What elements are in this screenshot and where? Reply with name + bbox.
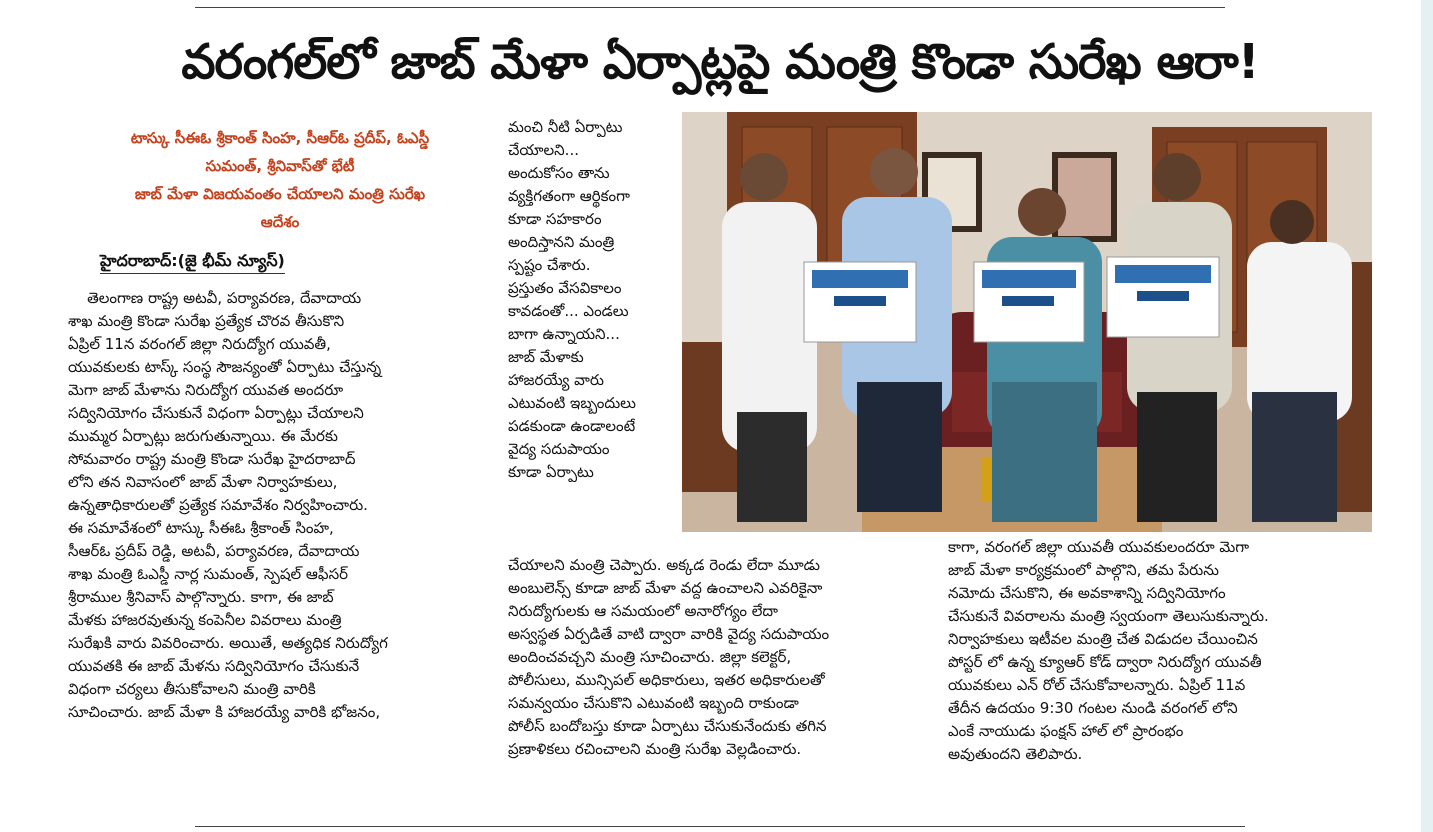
text-line: శాఖ మంత్రి కొండా సురేఖ ప్రత్యేక చొరవ తీసుకొని: [68, 312, 345, 330]
text-line: ఎంకే నాయుడు ఫంక్షన్ హాల్ లో ప్రారంభం: [948, 722, 1184, 740]
text-line: పోస్టర్ లో ఉన్న క్యూఆర్ కోడ్ ద్వారా నిరుద్యోగ యువతీ: [948, 653, 1262, 671]
text-line: చేయాలని మంత్రి చెప్పారు. అక్కడ రెండు లేదా మూడు: [508, 556, 820, 574]
text-line: కాగా, వరంగల్ జిల్లా యువతీ యువకులందరూ మెగా: [948, 538, 1250, 556]
text-line: చేయాలని...: [508, 141, 579, 159]
text-line: నిర్వాహకులు ఇటీవల మంత్రి చేత విడుదల చేయించిన: [948, 630, 1258, 648]
poster: [804, 262, 916, 342]
text-line: పోలీసులు, మున్సిపల్ అధికారులు, ఇతర అధికారులతో: [508, 671, 825, 689]
text-line: ఎటువంటి ఇబ్బందులు: [508, 394, 636, 412]
text-line: శ్రీరాముల శ్రీనివాస్ పాల్గొన్నారు. కాగా, ఈ జాబ్: [68, 588, 334, 606]
text-line: జాబ్ మేళాకు: [508, 348, 584, 366]
text-line: శాఖ మంత్రి ఓఎస్డీ నార్ల సుమంత్, స్పెషల్ ఆఫీసర్: [68, 565, 348, 583]
text-line: తేదీన ఉదయం 9:30 గంటల నుండి వరంగల్ లోని: [948, 699, 1238, 717]
text-line: బాగా ఉన్నాయని...: [508, 325, 620, 343]
text-line: జాబ్ మేళా కార్యక్రమంలో పాల్గొని, తమ పేరును: [948, 561, 1219, 579]
text-line: ఏప్రిల్ 11న వరంగల్ జిల్లా నిరుద్యోగ యువతీ,: [68, 335, 331, 353]
text-line: కూడా ఏర్పాటు: [508, 463, 594, 481]
dateline: హైదరాబాద్:(జై భీమ్ న్యూస్): [100, 250, 285, 274]
article-column-1: [68, 287, 488, 724]
text-line: అందుకోసం తాను: [508, 164, 610, 182]
text-line: సద్వినియోగం చేసుకునే విధంగా ఏర్పాట్లు చేయాలని: [68, 404, 364, 422]
text-line: మంచి నీటి ఏర్పాటు: [508, 118, 623, 136]
subhead-line: టాస్కు సీఈఓ శ్రీకాంత్ సింహ, సీఆర్ఓ ప్రదీప్, ఓఎస్డీ: [130, 129, 430, 147]
text-line: కావడంతో... ఎండలు: [508, 302, 629, 320]
text-line: కూడా సహకారం: [508, 210, 602, 228]
subhead-line: జాబ్ మేళా విజయవంతం చేయాలని మంత్రి సురేఖ: [134, 185, 426, 203]
top-rule: [195, 7, 1225, 8]
text-line: సూచించారు. జాబ్ మేళా కి హాజరయ్యే వారికి భోజనం,: [68, 703, 381, 721]
article-column-2: [508, 116, 678, 484]
text-line: నమోదు చేసుకొని, ఈ అవకాశాన్ని సద్వినియోగం: [948, 584, 1226, 602]
text-line: ఉన్నతాధికారులతో ప్రత్యేక సమావేశం నిర్వహించారు.: [68, 496, 368, 514]
text-line: సోమవారం రాష్ట్ర మంత్రి కొండా సురేఖ హైదరాబాద్: [68, 450, 356, 468]
article-column-2-continued: [508, 554, 938, 761]
article-column-3: [948, 536, 1368, 766]
subhead-line: ఆదేశం: [260, 213, 300, 231]
text-line: హాజరయ్యే వారు: [508, 371, 604, 389]
text-line: ఈ సమావేశంలో టాస్కు సీఈఓ శ్రీకాంత్ సింహ,: [68, 519, 334, 537]
bottom-rule: [195, 826, 1245, 827]
text-line: మేళకు హాజరవుతున్న కంపెనీల వివరాలు మంత్రి: [68, 611, 342, 629]
news-photo: [682, 112, 1372, 532]
text-line: లోని తన నివాసంలో జాబ్ మేళా నిర్వాహకులు,: [68, 473, 338, 491]
poster: [974, 262, 1084, 342]
text-line: పోలీస్ బందోబస్తు కూడా ఏర్పాటు చేసుకునేందుకు తగిన: [508, 717, 827, 735]
subhead-line: సుమంత్, శ్రీనివాస్‌తో భేటీ: [205, 157, 355, 175]
text-line: అస్వస్థత ఏర్పడితే వాటి ద్వారా వారికి వైద్య సదుపాయం: [508, 625, 830, 643]
text-line: వ్యక్తిగతంగా ఆర్థికంగా: [508, 187, 630, 205]
page-edge-strip: [1421, 0, 1433, 832]
subheadline: [80, 124, 480, 236]
text-line: సీఆర్ఓ ప్రదీప్ రెడ్డి, అటవీ, పర్యావరణ, దేవాదాయ: [68, 542, 360, 560]
text-line: చేసుకునే వివరాలను మంత్రి స్వయంగా తెలుసుకున్నారు.: [948, 607, 1269, 625]
text-line: ప్రణాళికలు రచించాలని మంత్రి సురేఖ వెల్లడించారు.: [508, 740, 802, 758]
text-line: స్పష్టం చేశారు.: [508, 256, 591, 274]
text-line: నిరుద్యోగులకు ఆ సమయంలో అనారోగ్యం లేదా: [508, 602, 778, 620]
text-line: అవుతుందని తెలిపారు.: [948, 745, 1083, 763]
text-line: వైద్య సదుపాయం: [508, 440, 610, 458]
text-line: మెగా జాబ్ మేళాను నిరుద్యోగ యువత అందరూ: [68, 381, 344, 399]
text-line: సురేఖకి వారు వివరించారు. అయితే, అత్యధిక నిరుద్యోగ: [68, 634, 388, 652]
text-line: యువకులు ఎన్ రోల్ చేసుకోవాలన్నారు. ఏప్రిల్ 11వ: [948, 676, 1246, 694]
text-line: ప్రస్తుతం వేసవికాలం: [508, 279, 622, 297]
text-line: విధంగా చర్యలు తీసుకోవాలని మంత్రి వారికి: [68, 680, 316, 698]
poster: [1107, 257, 1219, 337]
headline: వరంగల్‌లో జాబ్ మేళా ఏర్పాట్లపై మంత్రి కొండా సురేఖ ఆరా!: [181, 34, 1259, 90]
person-figure: [1247, 200, 1352, 522]
text-line: ముమ్మర ఏర్పాట్లు జరుగుతున్నాయి. ఈ మేరకు: [68, 427, 338, 445]
text-line: అందించవచ్చని మంత్రి సూచించారు. జిల్లా కలెక్టర్,: [508, 648, 792, 666]
text-line: సమన్వయం చేసుకొని ఎటువంటి ఇబ్బంది రాకుండా: [508, 694, 799, 712]
text-line: పడకుండా ఉండాలంటే: [508, 417, 636, 435]
text-line: యువకులకు టాస్క్ సంస్థ సౌజన్యంతో ఏర్పాటు చేస్తున్న: [68, 358, 382, 376]
text-line: యువతకి ఈ జాబ్ మేళను సద్వినియోగం చేసుకునే: [68, 657, 360, 675]
text-line: అంబులెన్స్ కూడా జాబ్ మేళా వద్ద ఉంచాలని ఎవరికైనా: [508, 579, 823, 597]
text-line: అందిస్తానని మంత్రి: [508, 233, 615, 251]
text-line: తెలంగాణ రాష్ట్ర అటవీ, పర్యావరణ, దేవాదాయ: [68, 289, 362, 307]
